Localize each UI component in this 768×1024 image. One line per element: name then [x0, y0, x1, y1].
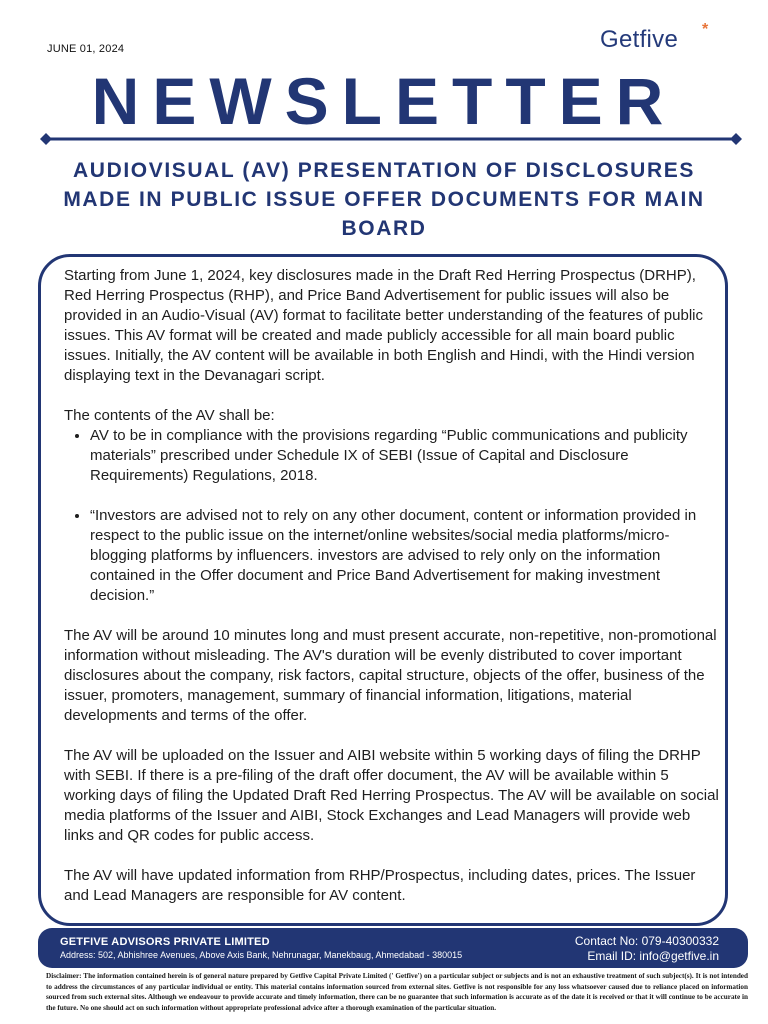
- footer-company-name: GETFIVE ADVISORS PRIVATE LIMITED: [60, 936, 270, 948]
- upload-paragraph: The AV will be uploaded on the Issuer and AIBI website within 5 working days of filing the DRHP with SEBI. If there is a pre-filing of the draft offer document, the AV will be available within 5 working days of filing the Updated Draft Red Herring Prospectus. The AV will be available on social media platforms of the Issuer and AIBI, Stock Exchanges and Lead Managers will provide web links and QR codes for public access.: [64, 747, 719, 844]
- list-item: • AV to be in compliance with the provisions regarding “Public communications and publicity materials” prescribed under Schedule IX of SEBI (Issue of Capital and Disclosure Requirements) Regulations, 2018.: [90, 426, 724, 486]
- contact-number: Contact No: 079-40300332: [574, 934, 719, 948]
- brand-star-icon: *: [702, 21, 709, 38]
- list-intro: The contents of the AV shall be:: [64, 407, 275, 424]
- intro-paragraph: Starting from June 1, 2024, key disclosures made in the Draft Red Herring Prospectus (DRHP), Red Herring Prospectus (RHP), and Price Band Advertisement for public issues will also be provided in an Audio-Visual (AV) format to facilitate better understanding of the features of public issues. This AV format will be created and made publicly accessible for all main board public issues. Initially, the AV content will be available in both English and Hindi, with the Hindi version displaying text in the Devanagari script.: [64, 267, 703, 384]
- brand-logo: Getfive: [600, 26, 679, 53]
- issue-date: JUNE 01, 2024: [47, 43, 125, 55]
- masthead-divider: [40, 133, 742, 145]
- list-item: • “Investors are advised not to rely on any other document, content or information provided in respect to the public issue on the internet/online websites/social media platforms/micro-blogging platforms by influencers. investors are advised to rely only on the information contained in the Offer document and Price Band Advertisement for making investment decision.”: [90, 506, 724, 606]
- article-headline: AUDIOVISUAL (AV) PRESENTATION OF DISCLOSURES MADE IN PUBLIC ISSUE OFFER DOCUMENTS FOR MAIN BOARD: [63, 159, 705, 240]
- article-body: [64, 266, 724, 906]
- disclaimer-text: Disclaimer: The information contained herein is of general nature prepared by Getfive Capital Private Limited (' Getfive') on a particular subject or subjects and is not an exhaustive treatment of such subject(s). It is not intended to address the circumstances of any particular individual or entity. This material contains information sourced from external sites. Getfive is not responsible for any loss whatsoever caused due to reliance placed on information sourced from such external sites. Although we endeavour to provide accurate and timely information, there can be no guarantee that such information is accurate as of the date it is received or that it will continue to be accurate in the future. No one should act on such information without appropriate professional advice after a thorough examination of the particular situation.: [46, 972, 748, 1012]
- responsibility-paragraph: The AV will have updated information from RHP/Prospectus, including dates, prices. The Issuer and Lead Managers are responsible for AV content.: [64, 867, 696, 904]
- footer-address: Address: 502, Abhishree Avenues, Above Axis Bank, Nehrunagar, Manekbaug, Ahmedabad - 380015: [60, 950, 463, 960]
- footer-bar: [38, 928, 748, 968]
- masthead-title: NEWSLETTER: [91, 64, 677, 138]
- footer-contact-block: [575, 934, 719, 964]
- duration-paragraph: The AV will be around 10 minutes long and must present accurate, non-repetitive, non-promotional information without misleading. The AV's duration will be evenly distributed to cover important disclosures about the company, risk factors, capital structure, objects of the offer, business of the issuer, promoters, management, summary of financial information, litigations, material developments and terms of the offer.: [64, 627, 717, 724]
- contact-email: Email ID: info@getfive.in: [587, 949, 719, 963]
- contents-list: [64, 426, 724, 606]
